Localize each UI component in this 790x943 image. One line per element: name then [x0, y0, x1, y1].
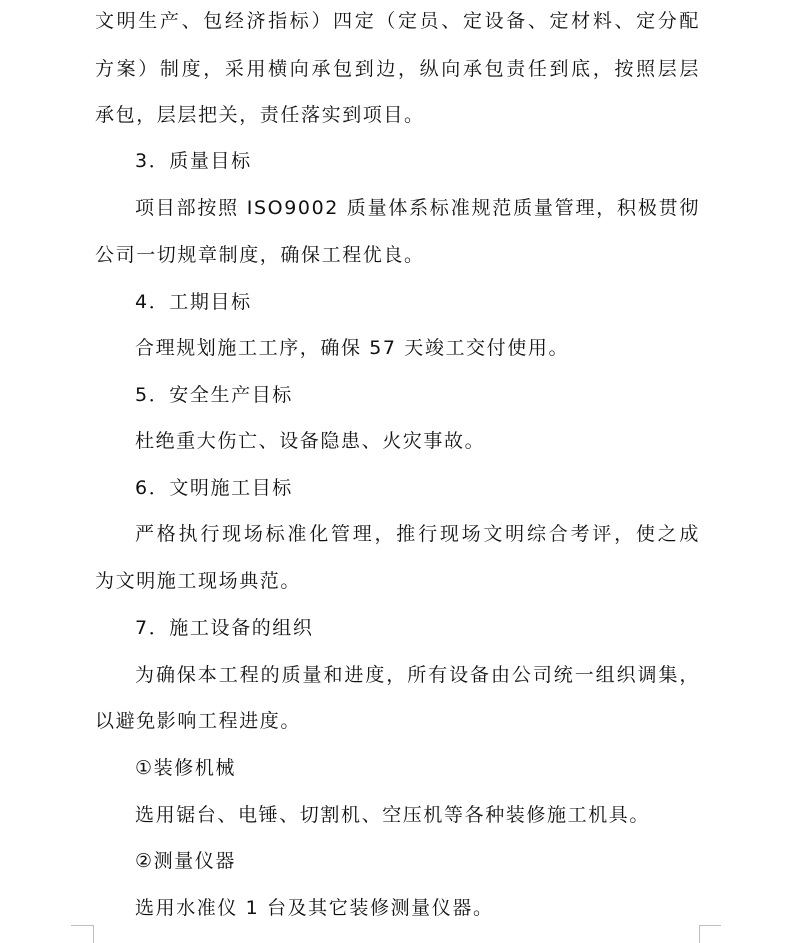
page-corner-mark-right-vertical	[699, 925, 700, 943]
section-heading: 6．文明施工目标	[135, 477, 293, 499]
paragraph-line: 项目部按照 ISO9002 质量体系标准规范质量管理，积极贯彻	[135, 197, 700, 219]
paragraph-line: 合理规划施工工序，确保 57 天竣工交付使用。	[135, 337, 570, 359]
paragraph-line: 以避免影响工程进度。	[95, 710, 302, 732]
paragraph-line: 方案）制度，采用横向承包到边，纵向承包责任到底，按照层层	[95, 58, 700, 80]
paragraph-line: 为文明施工现场典范。	[95, 570, 302, 592]
section-heading: 5．安全生产目标	[135, 384, 293, 406]
paragraph-line: 选用水准仪 1 台及其它装修测量仪器。	[135, 897, 494, 919]
section-heading: 4．工期目标	[135, 291, 252, 313]
section-heading: 3．质量目标	[135, 150, 252, 172]
section-heading: 7．施工设备的组织	[135, 617, 314, 639]
subsection-heading: ②测量仪器	[135, 850, 237, 872]
page-corner-mark-left-horizontal	[71, 925, 93, 926]
page-corner-mark-right-horizontal	[699, 925, 721, 926]
paragraph-line: 杜绝重大伤亡、设备隐患、火灾事故。	[135, 430, 486, 452]
paragraph-line: 为确保本工程的质量和进度，所有设备由公司统一组织调集，	[135, 664, 700, 686]
paragraph-line: 文明生产、包经济指标）四定（定员、定设备、定材料、定分配	[95, 10, 700, 32]
page-corner-mark-left-vertical	[93, 925, 94, 943]
subsection-heading: ①装修机械	[135, 757, 237, 779]
paragraph-line: 严格执行现场标准化管理，推行现场文明综合考评，使之成	[135, 523, 700, 545]
paragraph-line: 公司一切规章制度，确保工程优良。	[95, 244, 425, 266]
paragraph-line: 承包，层层把关，责任落实到项目。	[95, 104, 425, 126]
paragraph-line: 选用锯台、电锤、切割机、空压机等各种装修施工机具。	[135, 804, 651, 826]
